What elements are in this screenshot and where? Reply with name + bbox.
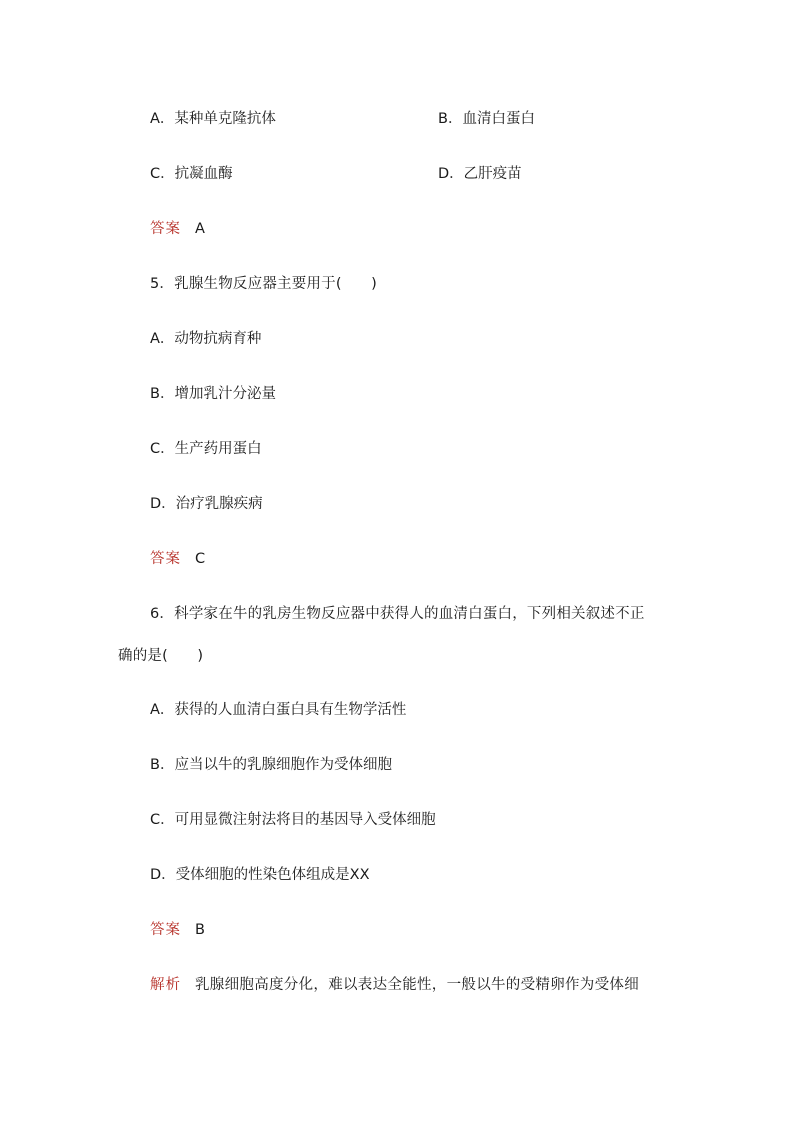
q4-options-row-2 [0,164,794,184]
q5-answer [150,549,205,569]
answer-value: A [195,221,205,237]
q4-option-a: A．某种单克隆抗体 [150,111,276,127]
q6-stem-line-2: 确的是( ) [118,648,204,664]
q6-option-c: C．可用显微注射法将目的基因导入受体细胞 [150,812,436,828]
q4-option-c: C．抗凝血酶 [150,166,233,182]
q6-explanation [150,975,639,995]
answer-value: C [195,551,206,567]
q5-option-c: C．生产药用蛋白 [150,441,262,457]
answer-label: 答案 [150,922,181,938]
q5-option-d: D．治疗乳腺疾病 [150,496,263,512]
q4-option-d: D．乙肝疫苗 [438,166,522,182]
q5-stem: 5．乳腺生物反应器主要用于( ) [150,276,377,292]
answer-label: 答案 [150,221,181,237]
explanation-text: 乳腺细胞高度分化，难以表达全能性，一般以牛的受精卵作为受体细 [195,977,639,993]
explanation-label: 解析 [150,977,181,993]
answer-value: B [195,922,205,938]
q4-answer [150,219,205,239]
q6-option-a: A．获得的人血清白蛋白具有生物学活性 [150,702,407,718]
q6-answer [150,920,205,940]
answer-label: 答案 [150,551,181,567]
q4-option-b: B．血清白蛋白 [438,111,535,127]
q5-option-a: A．动物抗病育种 [150,331,262,347]
q4-options-row-1 [0,109,794,129]
q6-option-d: D．受体细胞的性染色体组成是XX [150,867,370,883]
q6-option-b: B．应当以牛的乳腺细胞作为受体细胞 [150,757,392,773]
q5-option-b: B．增加乳汁分泌量 [150,386,276,402]
q6-stem-line-1: 6．科学家在牛的乳房生物反应器中获得人的血清白蛋白，下列相关叙述不正 [150,606,645,622]
